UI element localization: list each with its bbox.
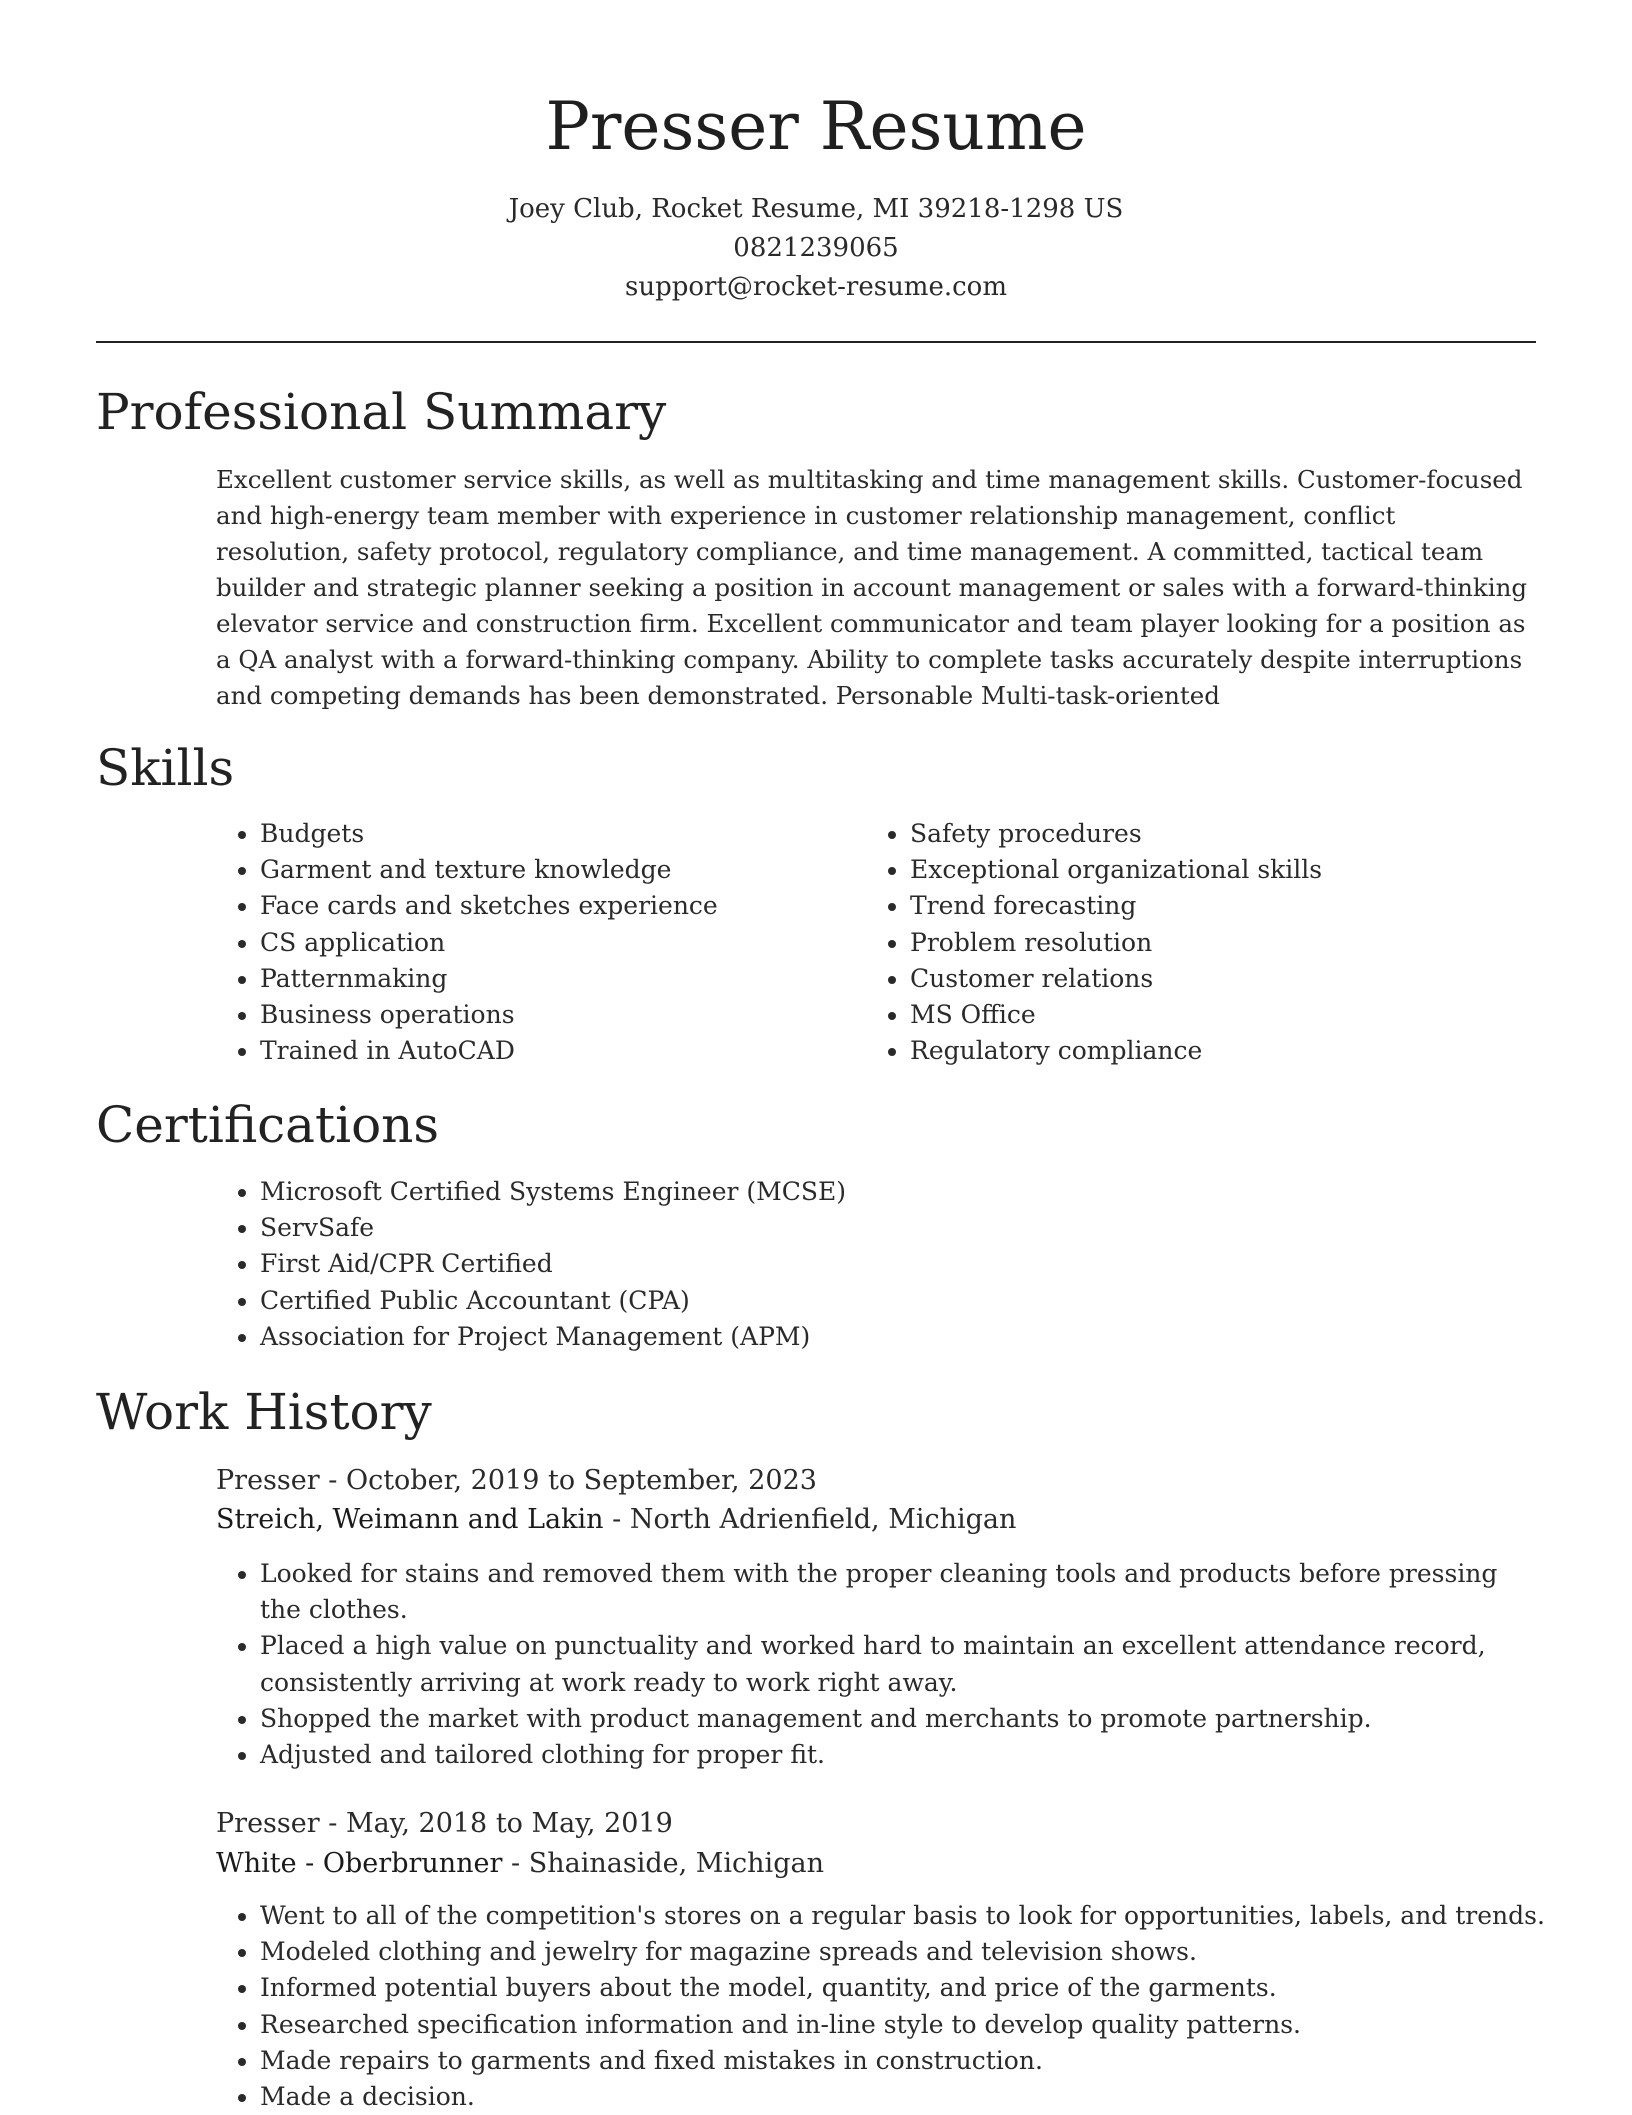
job-location: - Shainaside, Michigan (502, 1848, 824, 1879)
job-location: - North Adrienfield, Michigan (603, 1504, 1017, 1535)
job-title: Presser (216, 1465, 320, 1496)
list-item: • Trained in AutoCAD (260, 1033, 820, 1069)
list-item: • Association for Project Management (APM) (260, 1319, 1580, 1355)
list-item: • MS Office (910, 997, 1570, 1033)
job-title: Presser (216, 1808, 320, 1839)
header-divider (96, 341, 1536, 343)
list-item: • First Aid/CPR Certified (260, 1246, 1580, 1282)
list-item: • Patternmaking (260, 961, 820, 997)
list-item: • Placed a high value on punctuality and worked hard to maintain an excellent attendance record, consistently arriving at work ready to work right away. (260, 1628, 1536, 1700)
job-title-line (216, 1462, 817, 1500)
job-bullets (216, 1898, 1580, 2115)
list-item: • Exceptional organizational skills (910, 852, 1570, 888)
list-item: • CS application (260, 925, 820, 961)
contact-email: support@rocket-resume.com (624, 272, 1007, 302)
list-item: • Safety procedures (910, 816, 1570, 852)
skills-list-left (216, 816, 820, 1069)
list-item: • Researched specification information and in-line style to develop quality patterns. (260, 2007, 1580, 2043)
certifications-heading: Certifications (96, 1096, 440, 1154)
job-company: Streich, Weimann and Lakin (216, 1504, 604, 1535)
list-item: • Modeled clothing and jewelry for magazine spreads and television shows. (260, 1934, 1580, 1970)
work-history-heading: Work History (96, 1383, 432, 1441)
job-title-line (216, 1805, 673, 1843)
summary-text: Excellent customer service skills, as well as multitasking and time management skills. Customer-focused and high-energy team member with experience in customer relationship management, conflict resolution, safety protocol, regulatory compliance, and time management. A committed, tactical team builder and strategic planner seeking a position in account management or sales with a forward-thinking elevator service and construction firm. Excellent communicator and team player looking for a position as a QA analyst with a forward-thinking company. Ability to complete tasks accurately despite interruptions and competing demands has been demonstrated. Personable Multi-task-oriented (216, 465, 1528, 710)
list-item: • Business operations (260, 997, 820, 1033)
contact-phone: 0821239065 (733, 233, 899, 263)
list-item: • Made repairs to garments and fixed mistakes in construction. (260, 2043, 1580, 2079)
list-item: • Microsoft Certified Systems Engineer (MCSE) (260, 1174, 1580, 1210)
summary-heading: Professional Summary (96, 383, 667, 441)
resume-title: Presser Resume (545, 88, 1087, 165)
job-company-line (216, 1845, 824, 1883)
job-company-line (216, 1501, 1016, 1539)
list-item: • ServSafe (260, 1210, 1580, 1246)
list-item: • Made a decision. (260, 2079, 1580, 2115)
list-item: • Trend forecasting (910, 888, 1570, 924)
list-item: • Regulatory compliance (910, 1033, 1570, 1069)
job-dates: - May, 2018 to May, 2019 (319, 1808, 673, 1839)
job-company: White - Oberbrunner (216, 1848, 503, 1879)
list-item: • Went to all of the competition's stores on a regular basis to look for opportunities, labels, and trends. (260, 1898, 1580, 1934)
list-item: • Looked for stains and removed them with the proper cleaning tools and products before pressing the clothes. (260, 1556, 1536, 1628)
contact-block (0, 190, 1632, 307)
job-bullets (216, 1556, 1536, 1773)
job-dates: - October, 2019 to September, 2023 (319, 1465, 817, 1496)
certifications-list (216, 1174, 1580, 1355)
list-item: • Budgets (260, 816, 820, 852)
list-item: • Customer relations (910, 961, 1570, 997)
list-item: • Garment and texture knowledge (260, 852, 820, 888)
list-item: • Problem resolution (910, 925, 1570, 961)
list-item: • Informed potential buyers about the model, quantity, and price of the garments. (260, 1970, 1580, 2006)
list-item: • Adjusted and tailored clothing for proper fit. (260, 1737, 1536, 1773)
skills-heading: Skills (96, 739, 235, 797)
list-item: • Shopped the market with product management and merchants to promote partnership. (260, 1701, 1536, 1737)
skills-list-right (866, 816, 1570, 1069)
contact-address: Joey Club, Rocket Resume, MI 39218-1298 US (508, 194, 1124, 224)
list-item: • Certified Public Accountant (CPA) (260, 1283, 1580, 1319)
list-item: • Face cards and sketches experience (260, 888, 820, 924)
